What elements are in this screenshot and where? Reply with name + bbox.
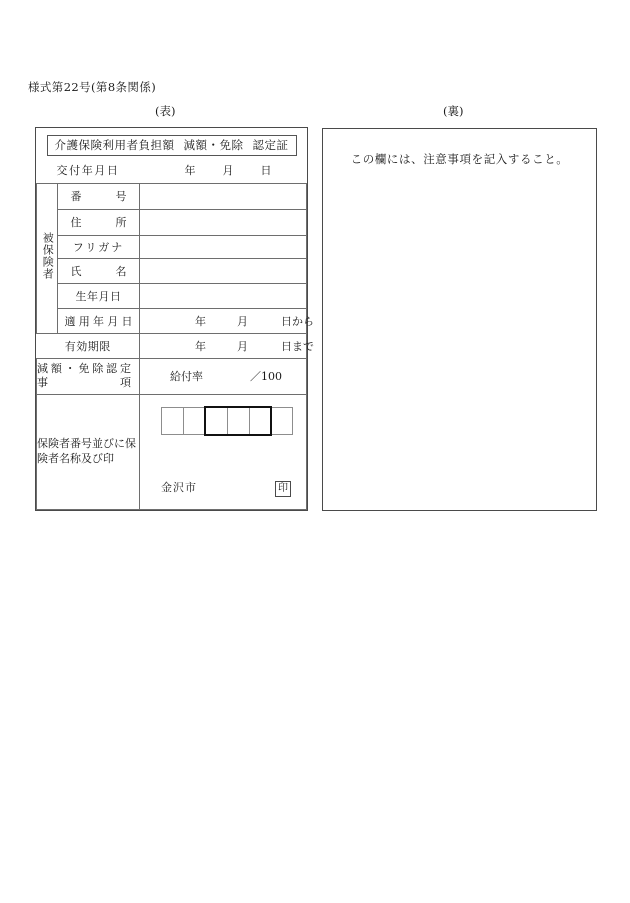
- label-expiry: 有効期限: [37, 333, 140, 358]
- label-insurer-info: 保険者番号並びに保険者名称及び印: [37, 394, 140, 510]
- table-row-reduction: [37, 358, 307, 394]
- table-row-issue-date: [37, 158, 307, 183]
- table-row-apply-date: [37, 308, 307, 333]
- table-row-expiry: [37, 333, 307, 358]
- benefit-rate-denominator: ／100: [250, 370, 282, 383]
- insured-person-vertical-label: 被保険者: [37, 183, 58, 333]
- insurer-number-grid[interactable]: [161, 407, 293, 435]
- certificate-title-part2: 減額・免除: [183, 138, 244, 152]
- caption-front-side: (表): [155, 104, 176, 118]
- certificate-front-table: [36, 128, 314, 510]
- back-side-note: この欄には、注意事項を記入すること。: [350, 152, 569, 166]
- label-name: 氏名: [58, 258, 140, 283]
- table-row-birthdate: [37, 283, 307, 308]
- value-name[interactable]: [140, 258, 307, 283]
- value-birthdate[interactable]: [140, 283, 307, 308]
- label-reduction-items: 減額・免除認定 事項: [37, 358, 140, 394]
- value-furigana[interactable]: [140, 235, 307, 258]
- expiry-month-label: 月: [237, 339, 248, 353]
- value-expiry[interactable]: [140, 333, 314, 358]
- insurer-number-cell[interactable]: [205, 407, 227, 435]
- apply-year-label: 年: [195, 314, 206, 328]
- caption-back-side: (裏): [443, 104, 464, 118]
- insurer-number-cell[interactable]: [161, 407, 183, 435]
- issue-date-cell: [37, 158, 307, 183]
- certificate-title-part1: 介護保険利用者負担額: [54, 138, 175, 152]
- certificate-title-cell: [37, 128, 307, 158]
- apply-day-label: 日から: [281, 314, 314, 328]
- table-row-name: [37, 258, 307, 283]
- certificate-title-part3: 認定証: [252, 138, 289, 152]
- table-row-title: [37, 128, 307, 158]
- table-row-number: [37, 183, 307, 209]
- expiry-year-label: 年: [195, 339, 206, 353]
- apply-month-label: 月: [237, 314, 248, 328]
- certificate-front-card: [35, 127, 314, 511]
- insurer-number-cell[interactable]: [271, 407, 293, 435]
- expiry-date-fields: [195, 338, 314, 354]
- issue-date-fields[interactable]: [185, 162, 272, 178]
- form-number: 様式第22号(第8条関係): [28, 80, 157, 94]
- insurer-info-body: [140, 394, 307, 510]
- issue-month-label: 月: [222, 164, 234, 178]
- label-birthdate: 生年月日: [58, 283, 140, 308]
- certificate-back-card: [322, 128, 597, 511]
- benefit-rate-label: 給付率: [170, 370, 203, 383]
- table-row-insurer: [37, 394, 307, 510]
- apply-date-fields: [195, 313, 314, 329]
- seal-stamp-box: 印: [275, 481, 291, 497]
- label-insured-number: 番号: [58, 183, 140, 209]
- insurer-number-cell[interactable]: [249, 407, 271, 435]
- value-address[interactable]: [140, 209, 307, 235]
- expiry-day-label: 日まで: [281, 339, 314, 353]
- table-row-furigana: [37, 235, 307, 258]
- issue-year-label: 年: [184, 164, 196, 178]
- insurer-number-cell[interactable]: [183, 407, 205, 435]
- certificate-title-box: [47, 135, 297, 156]
- value-benefit-rate[interactable]: [140, 358, 307, 394]
- issue-day-label: 日: [260, 164, 272, 178]
- insurer-number-cell[interactable]: [227, 407, 249, 435]
- issue-date-label: 交付年月日: [56, 164, 120, 178]
- label-furigana: フリガナ: [58, 235, 140, 258]
- value-insured-number[interactable]: [140, 183, 307, 209]
- value-apply-date[interactable]: [140, 308, 314, 333]
- table-row-address: [37, 209, 307, 235]
- label-apply-date: 適用年月日: [58, 308, 140, 333]
- label-address: 住所: [58, 209, 140, 235]
- insurer-city-name: 金沢市: [161, 481, 197, 494]
